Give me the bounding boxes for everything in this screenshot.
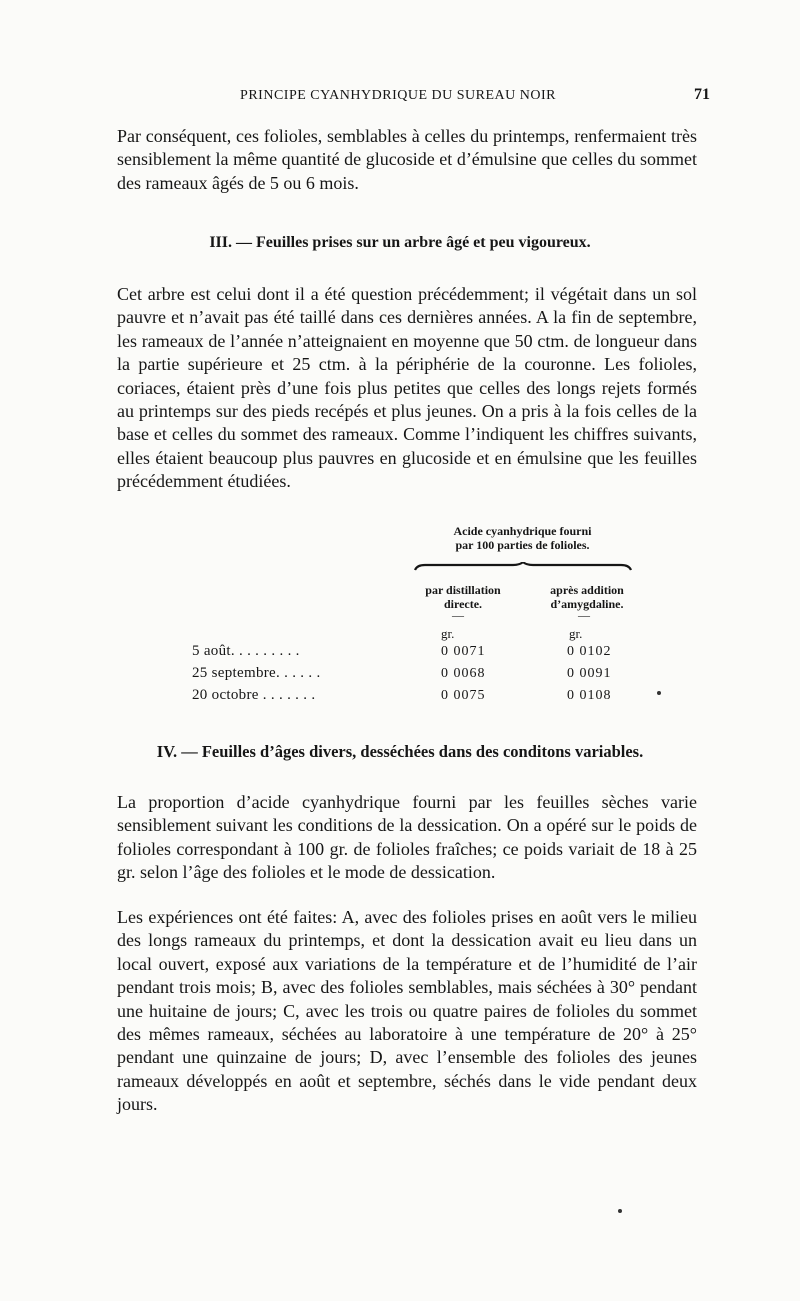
table-cell-direct: 0 0075 bbox=[441, 688, 486, 703]
table-cell-amygdaline: 0 0108 bbox=[567, 688, 612, 703]
section-heading-3: III. — Feuilles prises sur un arbre âgé et peu vigoureux. bbox=[209, 234, 591, 251]
column-2-dash: — bbox=[578, 608, 590, 622]
table-cell-direct: 0 0068 bbox=[441, 666, 486, 681]
column-header-1-line-2: directe. bbox=[443, 597, 483, 611]
column-1-unit: gr. bbox=[441, 626, 455, 641]
table-row-label: 20 octobre . . . . . . . bbox=[192, 687, 316, 703]
table-row-label: 25 septembre. . . . . . bbox=[192, 665, 321, 681]
table-caption-line-1: Acide cyanhydrique fourni bbox=[453, 524, 592, 538]
table-brace bbox=[413, 562, 633, 572]
column-header-1-line-1: par distillation bbox=[425, 583, 501, 597]
paragraph-section-4-b: Les expériences ont été faites: A, avec des folioles prises en août vers le milieu des longs rameaux du printemps, et dont la dessication avait eu lieu dans un local ouvert, exposé aux variations de la température et de l’humidité de l’air pendant trois mois; B, avec des folioles semblables, mais séchées à 30° pendant une huitaine de jours; C, avec les trois ou quatre paires de folioles du sommet des mêmes rameaux, séchées au laboratoire à une température de 20° à 25° pendant une quinzaine de jours; D, avec l’ensemble des folioles des jeunes rameaux développés en août et septembre, séchés dans le vide pendant deux jours. bbox=[117, 907, 697, 1115]
column-1-dash: — bbox=[452, 608, 464, 622]
running-title: PRINCIPE CYANHYDRIQUE DU SUREAU NOIR bbox=[240, 88, 556, 103]
column-2-unit: gr. bbox=[569, 626, 583, 641]
ink-speck bbox=[657, 691, 661, 695]
column-header-2-line-2: d’amygdaline. bbox=[550, 597, 624, 611]
paragraph-section-3: Cet arbre est celui dont il a été question précédemment; il végétait dans un sol pauvre et n’avait pas été taillé dans ces dernières années. A la fin de septembre, les rameaux de l’année n’atteignaient en moyenne que 50 ctm. de longueur dans la partie supérieure et 25 ctm. à la périphérie de la couronne. Les folioles, coriaces, étaient près d’une fois plus petites que celles des longs rejets formés au printemps sur des pieds recépés et plus jeunes. On a pris à la fois celles de la base et celles du sommet des rameaux. Comme l’indiquent les chiffres suivants, elles étaient beaucoup plus pauvres en glucoside et en émulsine que les feuilles précédemment étudiées. bbox=[117, 284, 697, 492]
table-cell-amygdaline: 0 0091 bbox=[567, 666, 612, 681]
running-header bbox=[118, 88, 708, 110]
paragraph-conclusion: Par conséquent, ces folioles, semblables à celles du printemps, renfermaient très sensiblement la même quantité de glucoside et d’émulsine que celles du sommet des rameaux âgés de 5 ou 6 mois. bbox=[117, 126, 697, 193]
page-number: 71 bbox=[694, 86, 710, 103]
paragraph-section-4-a: La proportion d’acide cyanhydrique fourni par les feuilles sèches varie sensiblement suivant les conditions de la dessication. On a opéré sur le poids de folioles correspondant à 100 gr. de folioles fraîches; ce poids variait de 18 à 25 gr. selon l’âge des folioles et le mode de dessication. bbox=[117, 792, 697, 883]
table-cell-amygdaline: 0 0102 bbox=[567, 644, 612, 659]
ink-speck bbox=[618, 1209, 622, 1213]
column-header-2-line-1: après addition bbox=[550, 583, 624, 597]
table-row-label: 5 août. . . . . . . . . bbox=[192, 643, 300, 659]
table-cell-direct: 0 0071 bbox=[441, 644, 486, 659]
table-caption-line-2: par 100 parties de folioles. bbox=[455, 538, 590, 552]
section-heading-4: IV. — Feuilles d’âges divers, desséchées dans des conditons variables. bbox=[156, 742, 644, 761]
